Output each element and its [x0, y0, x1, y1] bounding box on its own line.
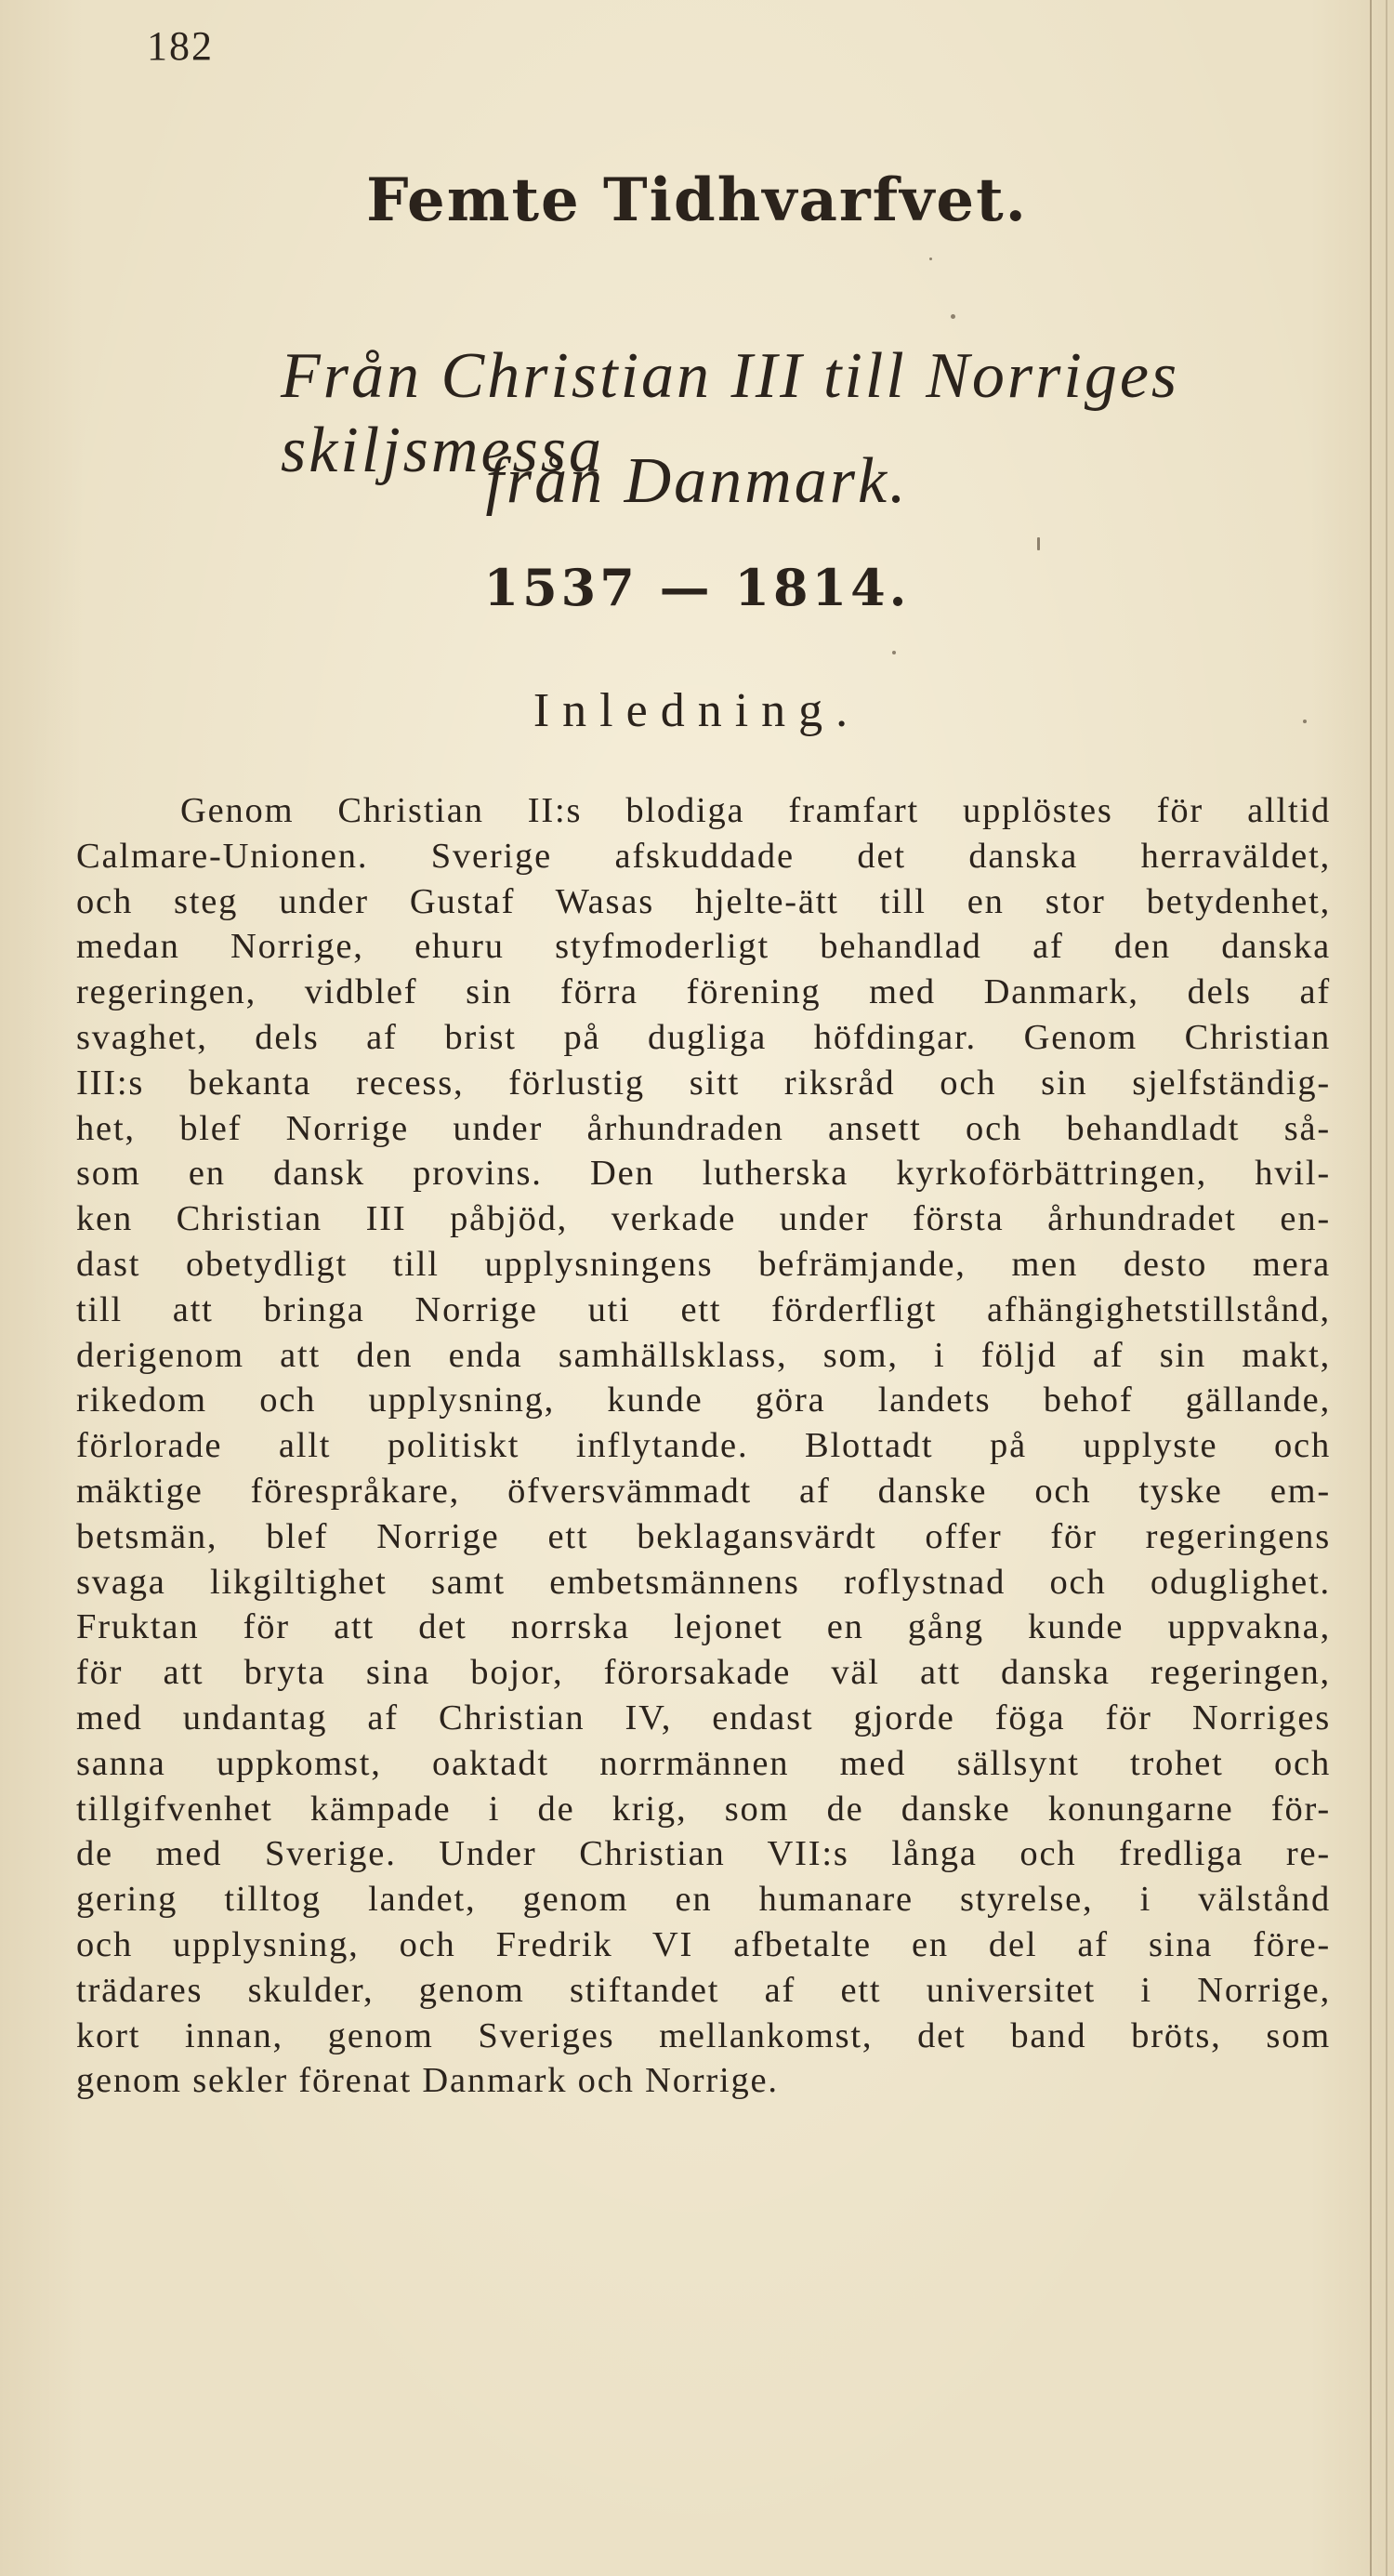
section-heading: Inledning. — [533, 684, 861, 737]
body-line: dast obetydligt till upplysningens befrämjande, men desto mera — [76, 1244, 1331, 1284]
paper-speck — [1037, 537, 1040, 550]
page-edge-line — [1386, 0, 1387, 2576]
paper-speck — [892, 651, 896, 654]
part-title: Femte Tidhvarfvet. — [366, 165, 1028, 235]
paper-speck — [929, 258, 932, 260]
body-line: betsmän, blef Norrige ett beklagansvärdt offer för regeringens — [76, 1516, 1331, 1556]
body-line: Fruktan för att det norrska lejonet en gång kunde uppvakna, — [76, 1607, 1331, 1647]
body-line: trädares skulder, genom stiftandet af ett universitet i Norrige, — [76, 1970, 1331, 2010]
body-line: rikedom och upplysning, kunde göra landets behof gällande, — [76, 1380, 1331, 1420]
body-line: och steg under Gustaf Wasas hjelte-ätt till en stor betydenhet, — [76, 881, 1331, 921]
body-line: mäktige förespråkare, öfversvämmadt af danske och tyske em- — [76, 1471, 1331, 1511]
body-line: till att bringa Norrige uti ett förderfligt afhängighetstillstånd, — [76, 1289, 1331, 1329]
body-line: regeringen, vidblef sin förra förening med Danmark, dels af — [76, 972, 1331, 1012]
body-line: och upplysning, och Fredrik VI afbetalte en del af sina före- — [76, 1924, 1331, 1964]
year-range: 1537 — 1814. — [483, 558, 911, 617]
body-line: Genom Christian II:s blodiga framfart upplöstes för alltid — [180, 791, 1331, 830]
body-line: svaghet, dels af brist på dugliga höfdingar. Genom Christian — [76, 1017, 1331, 1057]
paper-speck — [951, 314, 955, 319]
body-line: sanna uppkomst, oaktadt norrmännen med sällsynt trohet och — [76, 1743, 1331, 1783]
body-line: som en dansk provins. Den lutherska kyrkoförbättringen, hvil- — [76, 1154, 1331, 1194]
body-line: kort innan, genom Sveriges mellankomst, det band bröts, som — [76, 2015, 1331, 2055]
body-paragraph — [76, 788, 1331, 2104]
body-line: tillgifvenhet kämpade i de krig, som de danske konungarne för- — [76, 1789, 1331, 1829]
body-line: för att bryta sina bojor, förorsakade väl att danska regeringen, — [76, 1653, 1331, 1693]
body-line: genom sekler förenat Danmark och Norrige. — [76, 2061, 779, 2101]
body-line: Calmare-Unionen. Sverige afskuddade det danska herraväldet, — [76, 836, 1331, 876]
page-edge-line — [1370, 0, 1372, 2576]
body-line: medan Norrige, ehuru styfmoderligt behandlad af den danska — [76, 927, 1331, 967]
body-line: gering tilltog landet, genom en humanare styrelse, i välstånd — [76, 1880, 1331, 1920]
body-line: III:s bekanta recess, förlustig sitt riksråd och sin sjelfständig- — [76, 1063, 1331, 1103]
body-line: derigenom att den enda samhällsklass, som, i följd af sin makt, — [76, 1335, 1331, 1375]
body-line: svaga likgiltighet samt embetsmännens roflystnad och oduglighet. — [76, 1562, 1331, 1602]
paper-speck — [1303, 720, 1307, 723]
body-line: förlorade allt politiskt inflytande. Blottadt på upplyste och — [76, 1426, 1331, 1466]
subtitle-line-1: Från Christian III till Norriges skiljsmessa — [281, 340, 1180, 486]
body-line: het, blef Norrige under århundraden ansett och behandladt så- — [76, 1108, 1331, 1148]
body-line: med undantag af Christian IV, endast gjorde föga för Norriges — [76, 1698, 1331, 1737]
body-line: ken Christian III påbjöd, verkade under första århundradet en- — [76, 1199, 1331, 1239]
body-line: de med Sverige. Under Christian VII:s långa och fredliga re- — [76, 1834, 1331, 1874]
subtitle-line-2: från Danmark. — [485, 445, 909, 517]
page-number: 182 — [147, 23, 214, 69]
